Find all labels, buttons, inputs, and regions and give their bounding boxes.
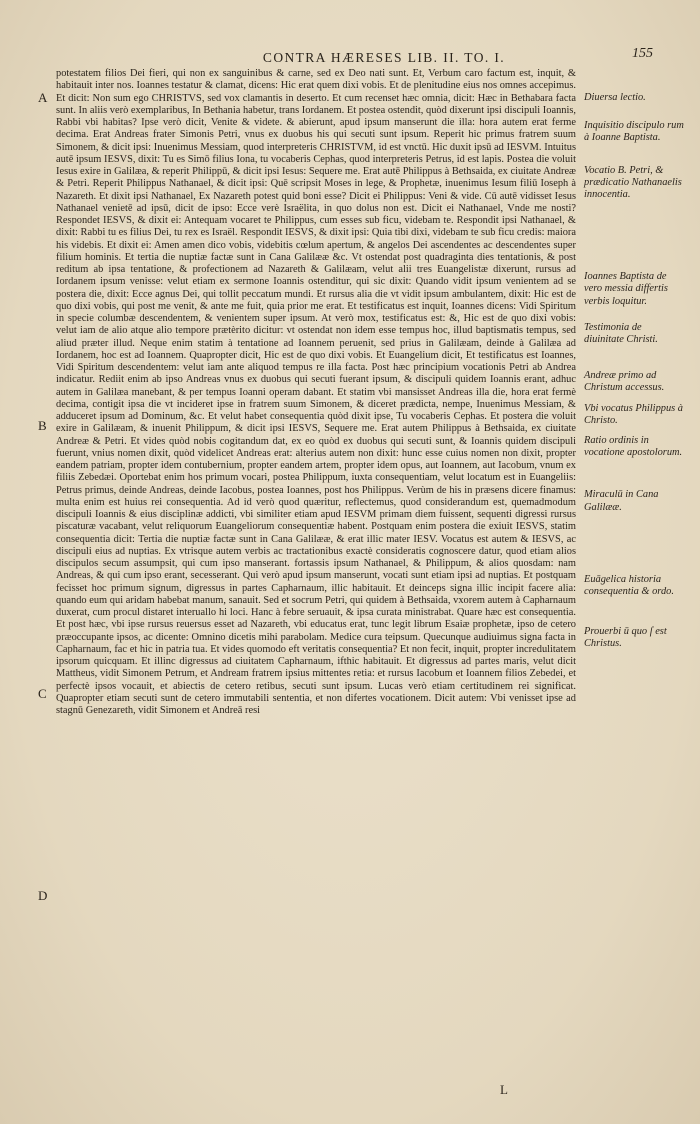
body-paragraph: potestatem filios Dei fieri, qui non ex sanguinibus & carne, sed ex Deo nati sunt. Et, Verbum caro factum est, inquit, & habitauit inter nos. Ioannes testatur & clamat, dicens: Hic erat quem dixi vobis. Et de plenitudine eius nos omnes accepimus. Et dicit: Non sum ego CHRISTVS, sed vox clamantis in deserto. Et cum recenset hæc omnia, dicit: Hæc in Bethabara facta sunt. In aliis verò exemplaribus, In Bethania habetur, trans Iordanem. Et postea ostendit, quòd dixerunt ipsi discipuli Ioannis, Rabbi vbi habitas? Ipse verò dicit, Venite & videte. & abierunt, apud ipsum manserunt die illa: hora autem erat ferme decima. Erat Andreas frater Simonis Petri, vnus ex duobus his qui secuti sunt ipsum. Reperit hic primus fratrem suum Simonem, & dicit ipsi: Inuenimus Messiam, quod interpreteris CHRISTVM, id est vnctū. Hic duxit ipsū ad IESVM. Intuitus autē ipsum IESVS, dixit: Tu es Simō filius Iona, tu vocaberis Cephas, quod interpreteris Petrus, id est lapis. Postea die voluit Iesus exire in Galilæa, & reperit Philippū, & dicit ipsi Iesus: Sequere me. Erat autē Philippus à Bethsaida, ex ciuitate Andreæ & Petri. Reperit Philippus Nathanael, & dicit ipsi: Quē scripsit Moses in lege, & Prophetæ, inuenimus Iesum filiū Ioseph à Nazareth. Et dixit ipsi Nathanael, Ex Nazareth potest quid boni esse? Dicit ei Philippus: Veni & vide. Cū autē vidisset Iesus Nathanael venietē ad ipsū, dicit de ipso: Ecce verè Israëlita, in quo dolus non est. Dicit ei Nathanael, Vnde me nosti? Respondet IESVS, & dixit ei: Antequam vocaret te Philippus, cum esses sub ficu, videbam te. Respondit ipsi Nathanael, & dixit: Rabbi tu es filius Dei, tu rex es Israël. Respondit IESVS, & dixit ipsi: Quia tibi dixi, videbam te sub ficu credis: maiora his videbis. Et dixit ei: Amen amen dico vobis, videbitis cœlum apertum, & angelos Dei ascendentes ac descendentes super filium hominis. Et tertia die nuptiæ factæ sunt in Cana Galilææ &c. Vt ostendat post quadraginta dies tentationis, & post reditum ab ipsa tentatione, & profectionem ad Nazareth & Galilæam, velut alii tres Euangelistæ dixerunt, rursus ad Iordanem ipsum venisse: velut etiam ex sermone Ioannis ostenditur, qui sic dixit: Quando vidit ipsum venientem ad se postera die, dixit: Ecce agnus Dei, qui tollit peccatum mundi. Et rursus alia die vt vidit ipsum ambulantem, dixit: Hic est de quo dixi vobis, qui post me venit, & ante me fuit, quia prior me erat. Et testificatus est inquit, Ioannes dicens: Vidi Spiritum in specie columbæ descendentem, & venientem super ipsum. At verò mox, testificatus est: &, Hic est de quo dixi vobis: velut iam de alio atque alio tempore prætèrito dicitur: vt ostendat non idem esse tempus hoc, illud baptismatis tempus, sed aliud præter illud. Neque enim statim à tentatione ad Ioannem peruenit, sed prius in Galilæam, deinde à Galilæa ad Iordanem, hoc est ad Ioannem. Quapropter dicit, Hic est de quo dixi vobis. Et Euangelium dicit, Et testificatus est Ioannes, Vidi Spiritum descendentem: velut iam ante aliquod tempus re illa facta. Post hæc principium vocationis Petri ab Andrea indicatur. Rediit enim ab ipso Andreas vnus ex duobus qui secuti fuerant ipsum, & discipuli quidem Ioannis erant, adhuc autem in Galilæa manebant, & per tempus Ioanni operam dabant. Et statim vbi mansisset Andreas illa die, hora erat fermè decima, contigit ipsa die vt incideret ipse in fratrem suum Simonem, & diceret prædicta, nempe, Inuenimus Messiam, & adduceret ipsum ad Dominum, &c. Et velut habet consequentia quòd dixit ipse, Tu vocaberis Cephas. Et postera die voluit exire in Galilæam, & inuenit Philippum, & dicit ipsi IESVS, Sequere me. Erat autem Philippus à Bethsaida, ex ciuitate Andreæ & Petri. Et vides quòd nobis cogitandum dat, ex eo quòd ex duobus qui secuti sunt, & Ioannis quidem discipuli fuerunt, vnius nomen dixit, quòd videlicet Andreas erat: alterius autem non dixit: hunc esse cuius nomen non dixit, propter eandem patriam, propter idem contubernium, propter eandem artem, propter idem opus, aut Ioannem, aut Iacobum, vnum ex filiis Zebedæi. Oportebat enim hos primum vocari, postea Philippum, iuxta consequentiam, velut locatum est in Euangeliis: Petrus primus, deinde Andreas, deinde Iacobus, postea Ioannes, post hos Philippus. Verùm de his in præsens dicere finamus: multa enim est huius rei consequentia. Ad id verò quod quæritur, reflectemus, quod considerandum est, quemadmodum discipuli Ioannis & eius disciplinæ addicti, vbi similiter etiam apud IESVM primam diem fuissent, sequenti digressi rursus piscaturæ vacabant, velut reliquorum Euangeliorum consequentiæ habent. Postquam enim postera die exiuit IESVS, statim consequentia dicit: Tertia die nuptiæ factæ sunt in Cana Galilææ, & erat illic mater IESV. Vocatus est autem & IESVS, ac discipuli eius ad nuptias. Ex vtrisque autem verbis ac tractationibus exactè consideratis cognoscere datur, quod etiam alios discipulos secum assumpsit, qui cum ipso manserant. fortassis ipsum Nathanael, & Philippum, & alios quosdam: nam Andreas, & qui cum ipso erant, secesserant. Qui verò apud ipsum manserunt, vocati sunt etiam ipsi ad nuptias. Et postquam fecisset hoc primum signum, digressus in partes Capharnaum, illic habitauit. Et deinceps signa illic incipit facere alia: quando eum qui aridam habebat manum, sanauit. Sed et socrum Petri, qui quidem à Bethsaida, vxorem autem à Capharnaum duxerat, cum procul distaret interuallo hi loci. Hanc à febre seruauit, & ipsa curata ministrabat. Quare hæc est consequentia. Et post hæc, vbi ipse rursus reuersus esset ad Nazareth, vbi educatus erat, tunc legit librum Esaiæ prophetæ, ipso de cetero præoccupante ipsos, ac dicente: Omnino dicetis mihi parabolam. Medice cura teipsum. Quecunque audiuimus signa facta in Capharnaum, fac et hic in patria tua. Et vides quomodo eft veritatis consequentia? Et non fecit, inquit, propter incredulitatem ipsorum quicquam. Et illinc digressus ad ciuitatem Capharnaum, ifthic habitauit. Et digressus ad partes maris, velut dicit Mattheus, vidit Simonem Petrum, et Andream fratrem ipsius mittentes retia: et rursus Iacobum et Ioannem filios Zebedei, et perfectè ipsos vocauit, et abiectis de cetero retibus, secuti sunt ipsum. Lucas verò etiam certitudinem rei significat. Quapropter etiam secuti sunt de cetero immutabili sententia, et non difertes vocationem. Dicit autem: Vbi venisset ipse ad stagnū Genezareth, vidit Simonem et Andreā resi <box>56 68 576 716</box>
margin-note: Diuersa lectio. <box>584 92 646 103</box>
margin-notes <box>584 92 684 653</box>
margin-note: Ratio ordinis in vocatione apostolorum. <box>584 435 683 459</box>
margin-note: Testimonia de diuinitate Christi. <box>584 321 658 346</box>
section-letter-c: C <box>38 686 47 701</box>
signature-mark: L <box>500 1082 508 1097</box>
section-letter-b: B <box>38 418 47 433</box>
margin-note: Ioannes Baptista de vero messia differtis verbis loquitur. <box>584 271 668 307</box>
margin-note: Inquisitio discipulo rum à Ioanne Baptista. <box>584 120 684 144</box>
margin-note: Vbi vocatus Philippus à Christo. <box>584 402 683 426</box>
running-title: CONTRA HÆRESES LIB. II. TO. I. <box>262 50 506 65</box>
main-text <box>56 68 576 717</box>
margin-note: Miraculū in Cana Galilææ. <box>584 489 659 513</box>
section-letter-a: A <box>38 90 48 105</box>
folio-number: 155 <box>632 46 653 61</box>
margin-note: Prouerbi ū quo ſ est Christus. <box>584 626 667 650</box>
margin-note: Euāgelica historia consequentia & ordo. <box>584 573 674 598</box>
margin-note: Andreæ primo ad Christum accessus. <box>584 370 665 394</box>
margin-note: Vocatio B. Petri, & prædicatio Nathanaelis innocentia. <box>584 164 682 201</box>
section-letter-d: D <box>38 888 48 903</box>
